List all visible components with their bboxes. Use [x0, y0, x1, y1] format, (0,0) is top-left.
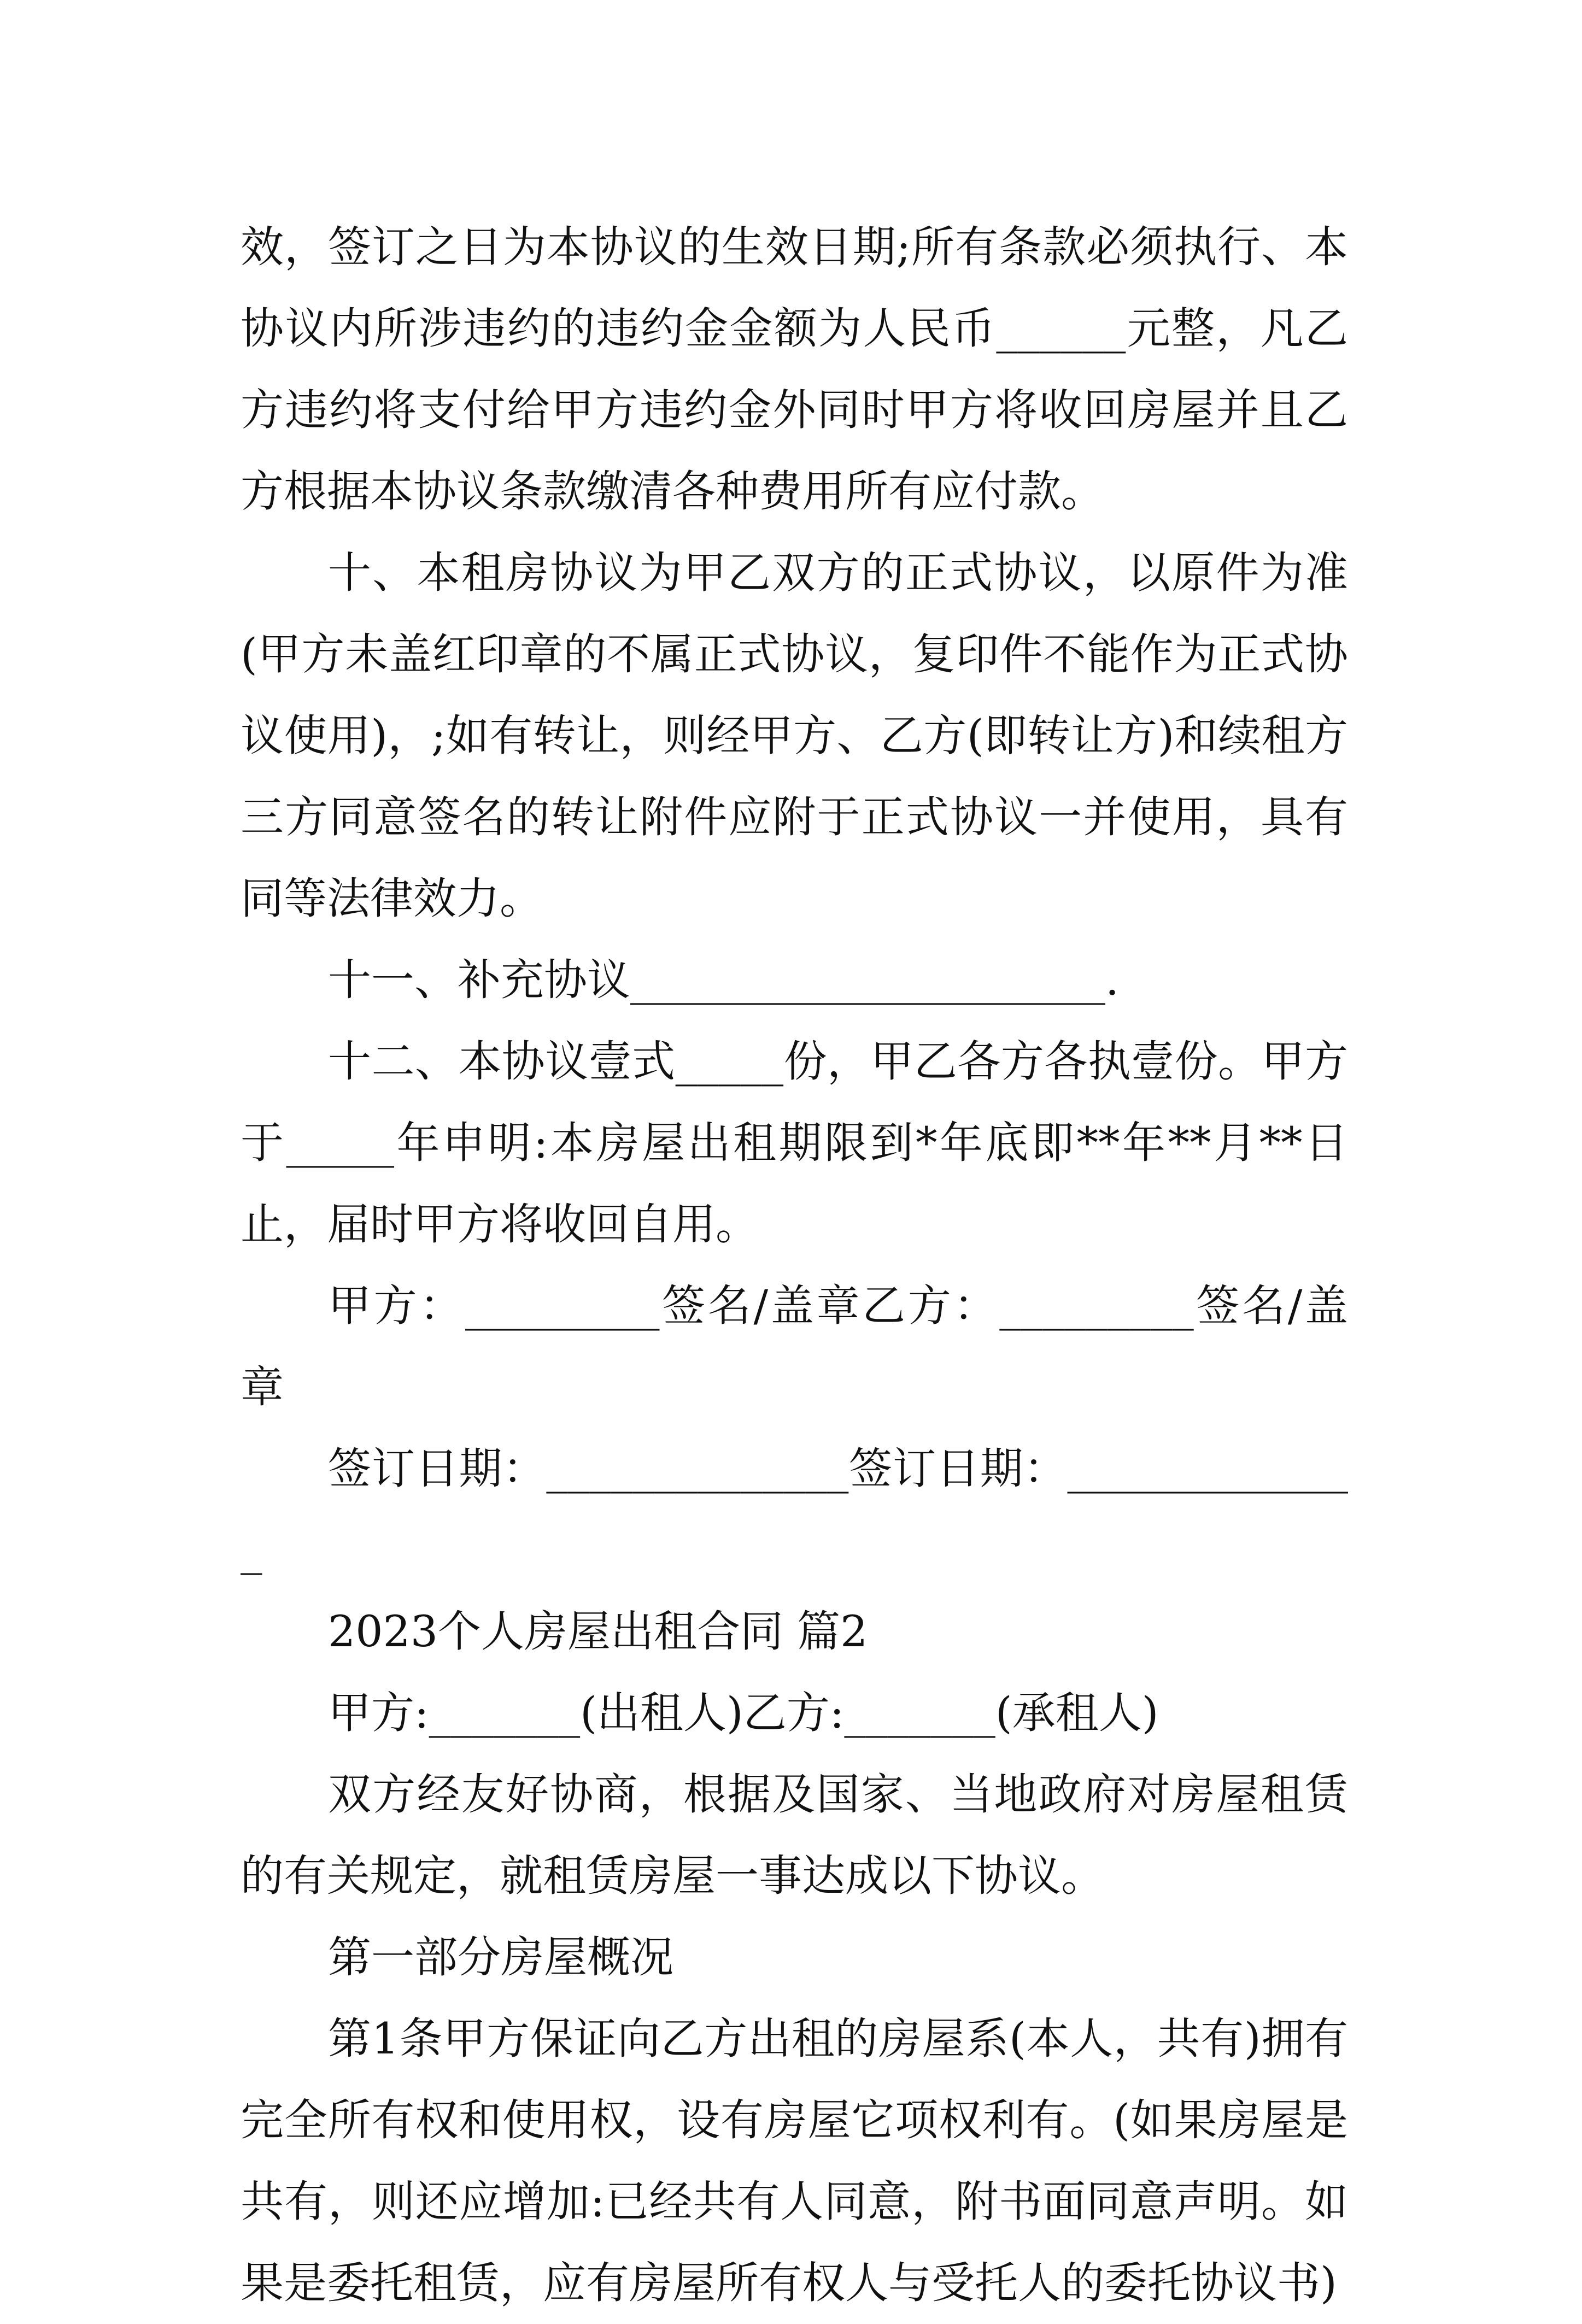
- part-one-heading: 第一部分房屋概况: [328, 1932, 673, 1982]
- paragraph-agreement-intro: 双方经友好协商，根据及国家、当地政府对房屋租赁的有关规定，就租赁房屋一事达成以下协议。: [241, 1769, 1348, 1901]
- section-title: 2023个人房屋出租合同 篇2: [328, 1606, 868, 1657]
- parties-line: 甲方:_______(出租人)乙方:_______(承租人): [328, 1688, 1159, 1738]
- sign-date-line: 签订日期：______________签订日期：______________: [241, 1443, 1348, 1575]
- paragraph-effective-date-penalty: 效，签订之日为本协议的生效日期;所有条款必须执行、本协议内所涉违约的违约金金额为人民币______元整，凡乙方违约将支付给甲方违约金外同时甲方将收回房屋并且乙方根据本协议条款缴清各种费用所有应付款。: [241, 222, 1348, 517]
- paragraph-article-one: 第1条甲方保证向乙方出租的房屋系(本人，共有)拥有完全所有权和使用权，设有房屋它项权利有。(如果房屋是共有，则还应增加:已经共有人同意，附书面同意声明。如果是委托租赁，应有房屋所有权人与受托人的委托协议书): [241, 2014, 1348, 2308]
- document-body: [241, 207, 1348, 2324]
- paragraph-clause-eleven: 十一、补充协议______________________.: [328, 955, 1120, 1005]
- signature-line: 甲方：_________签名/盖章乙方：_________签名/盖章: [241, 1281, 1348, 1412]
- paragraph-clause-twelve: 十二、本协议壹式_____份，甲乙各方各执壹份。甲方于_____年申明:本房屋出租期限到*年底即**年**月**日止，届时甲方将收回自用。: [241, 1036, 1348, 1249]
- paragraph-clause-ten: 十、本租房协议为甲乙双方的正式协议，以原件为准(甲方未盖红印章的不属正式协议，复印件不能作为正式协议使用)，;如有转让，则经甲方、乙方(即转让方)和续租方三方同意签名的转让附件应附于正式协议一并使用，具有同等法律效力。: [241, 548, 1348, 924]
